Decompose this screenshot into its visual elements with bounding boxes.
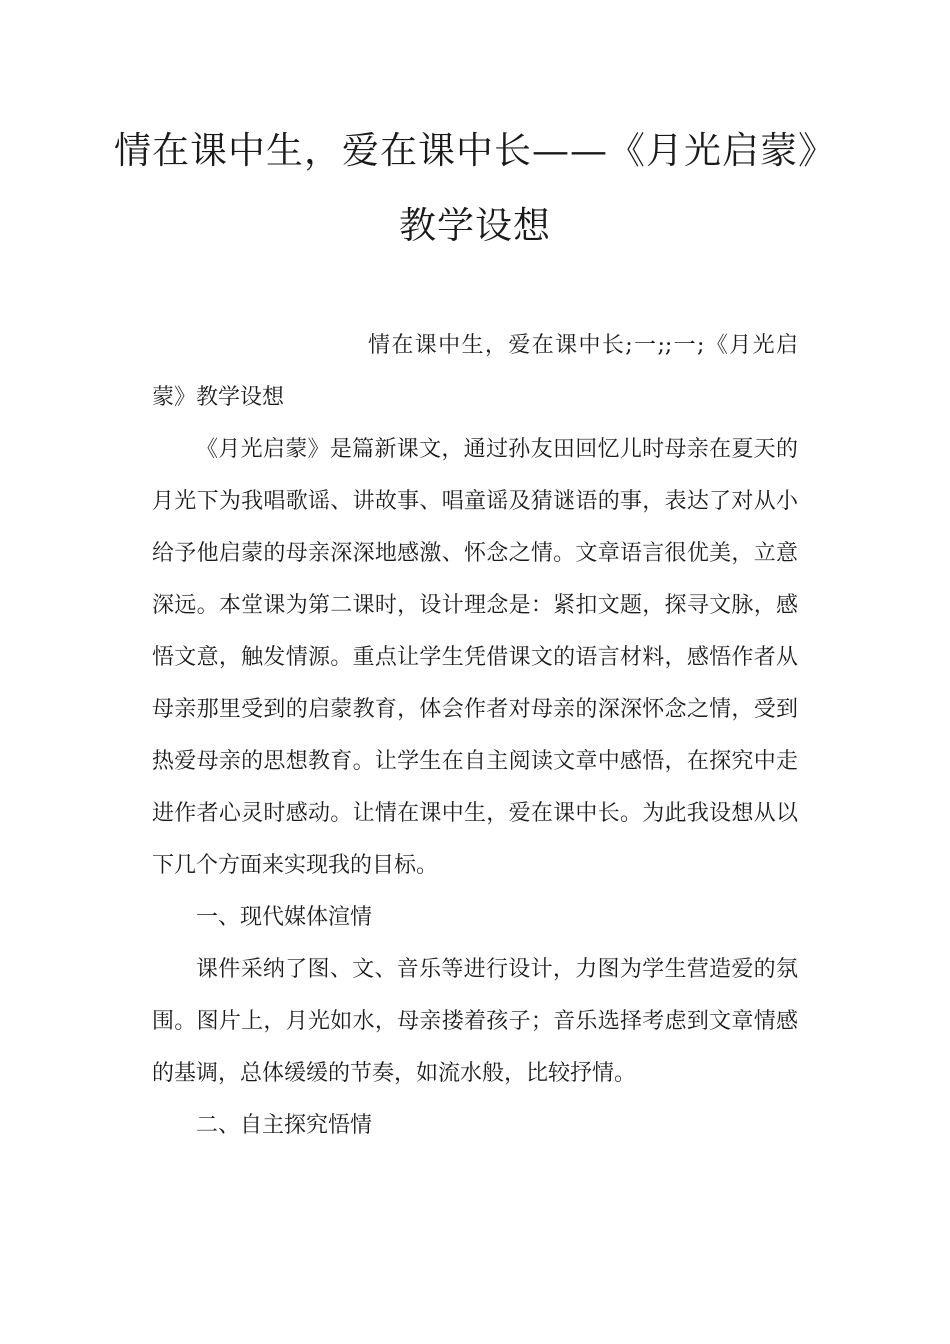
section-1-heading: 一、现代媒体渲情 xyxy=(196,905,373,930)
section-1-paragraph: 课件采纳了图、文、音乐等进行设计，力图为学生营造爱的氛围。图片上，月光如水，母亲搂着孩子；音乐选择考虑到文章情感的基调，总体缓缓的节奏，如流水般，比较抒情。 xyxy=(152,957,798,1086)
document-title-line-2: 教学设想 xyxy=(399,204,551,247)
document-subtitle: 情在课中生，爱在课中长;一;;一;《月光启蒙》教学设想 xyxy=(152,333,798,410)
intro-paragraph: 《月光启蒙》是篇新课文，通过孙友田回忆儿时母亲在夏天的月光下为我唱歌谣、讲故事、唱童谣及猜谜语的事，表达了对从小给予他启蒙的母亲深深地感激、怀念之情。文章语言很优美，立意深远。本堂课为第二课时，设计理念是：紧扣文题，探寻文脉，感悟文意，触发情源。重点让学生凭借课文的语言材料，感悟作者从母亲那里受到的启蒙教育，体会作者对母亲的深深怀念之情，受到热爱母亲的思想教育。让学生在自主阅读文章中感悟，在探究中走进作者心灵时感动。让情在课中生，爱在课中长。为此我设想从以下几个方面来实现我的目标。 xyxy=(152,437,798,878)
section-2-heading: 二、自主探究悟情 xyxy=(196,1113,373,1138)
document-body xyxy=(152,320,798,1152)
document-title-line-1: 情在课中生，爱在课中长——《月光启蒙》 xyxy=(114,129,836,172)
